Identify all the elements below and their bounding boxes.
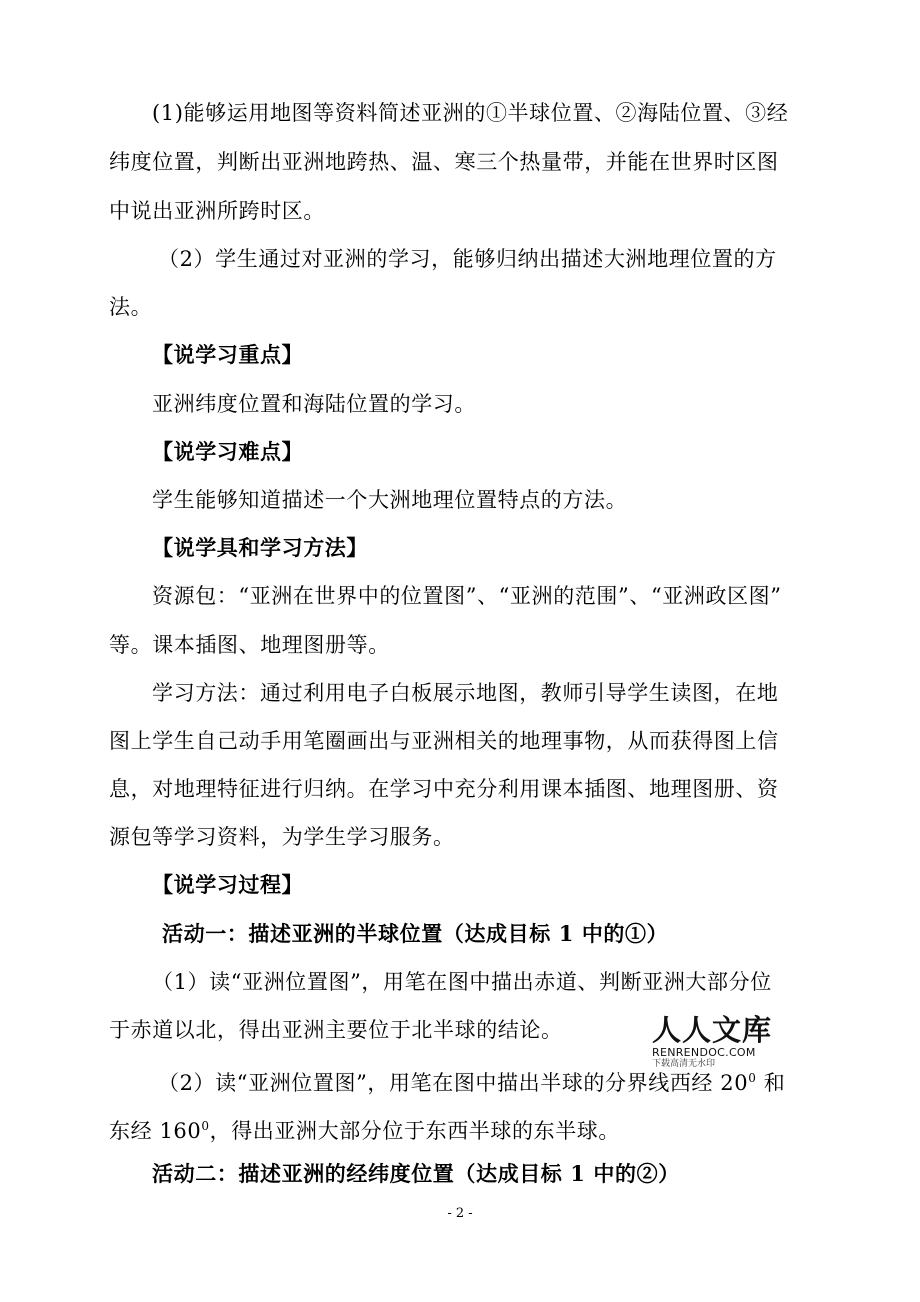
methods-line2: 图上学生自己动手用笔圈画出与亚洲相关的地理事物，从而获得图上信: [109, 729, 779, 753]
goal1-line2: 纬度位置，判断出亚洲地跨热、温、寒三个热量带，并能在世界时区图: [109, 150, 779, 174]
goal2-line2: 法。: [109, 295, 153, 319]
degree-superscript: 0: [748, 1071, 757, 1085]
activity1-step2-line2-text: 东经 160: [109, 1119, 202, 1143]
activity2-heading: 活动二：描述亚洲的经纬度位置（达成目标 1 中的②）: [152, 1161, 680, 1186]
process-heading: 【说学习过程】: [152, 872, 304, 897]
activity1-step2-line1: [0, 1063, 920, 1093]
goal1-line3: 中说出亚洲所跨时区。: [109, 199, 325, 223]
key-points-heading: 【说学习重点】: [152, 342, 304, 367]
methods-line1: 学习方法：通过利用电子白板展示地图，教师引导学生读图，在地: [152, 681, 779, 705]
watermark-logo: [652, 1014, 772, 1070]
activity1-step2-line2: [0, 1111, 920, 1141]
activity1-heading: 活动一：描述亚洲的半球位置（达成目标 1 中的①）: [162, 921, 669, 946]
watermark-url: RENRENDOC.COM: [652, 1046, 756, 1059]
tools-heading: 【说学具和学习方法】: [152, 535, 368, 560]
methods-line3: 息，对地理特征进行归纳。在学习中充分利用课本插图、地理图册、资: [109, 777, 779, 801]
difficult-points-text: 学生能够知道描述一个大洲地理位置特点的方法。: [152, 488, 628, 512]
watermark-caption: 下载高清无水印: [652, 1059, 716, 1069]
difficult-points-heading: 【说学习难点】: [152, 439, 304, 464]
activity1-step2-line1-tail: 和: [756, 1071, 786, 1095]
activity1-step2-line2-tail: ，得出亚洲大部分位于东西半球的东半球。: [209, 1119, 621, 1143]
goal1-line1: (1)能够运用地图等资料简述亚洲的①半球位置、②海陆位置、③经: [152, 101, 789, 125]
activity1-step1-line1: （1）读“亚洲位置图”，用笔在图中描出赤道、判断亚洲大部分位: [152, 970, 772, 994]
methods-line4: 源包等学习资料，为学生学习服务。: [109, 825, 455, 849]
activity1-step2-line1-text: （2）读“亚洲位置图”，用笔在图中描出半球的分界线西经 20: [158, 1071, 749, 1095]
watermark-logo-text: 人人文库: [652, 1013, 773, 1047]
resources-line1: 资源包：“亚洲在世界中的位置图”、“亚洲的范围”、“亚洲政区图”: [152, 584, 782, 608]
resources-line2: 等。课本插图、地理图册等。: [109, 633, 390, 657]
page-number: - 2 -: [447, 1206, 473, 1221]
activity1-step1-line2: 于赤道以北，得出亚洲主要位于北半球的结论。: [109, 1018, 563, 1042]
degree-superscript: 0: [201, 1119, 210, 1133]
goal2-line1: （2）学生通过对亚洲的学习，能够归纳出描述大洲地理位置的方: [158, 247, 777, 271]
key-points-text: 亚洲纬度位置和海陆位置的学习。: [152, 392, 476, 416]
